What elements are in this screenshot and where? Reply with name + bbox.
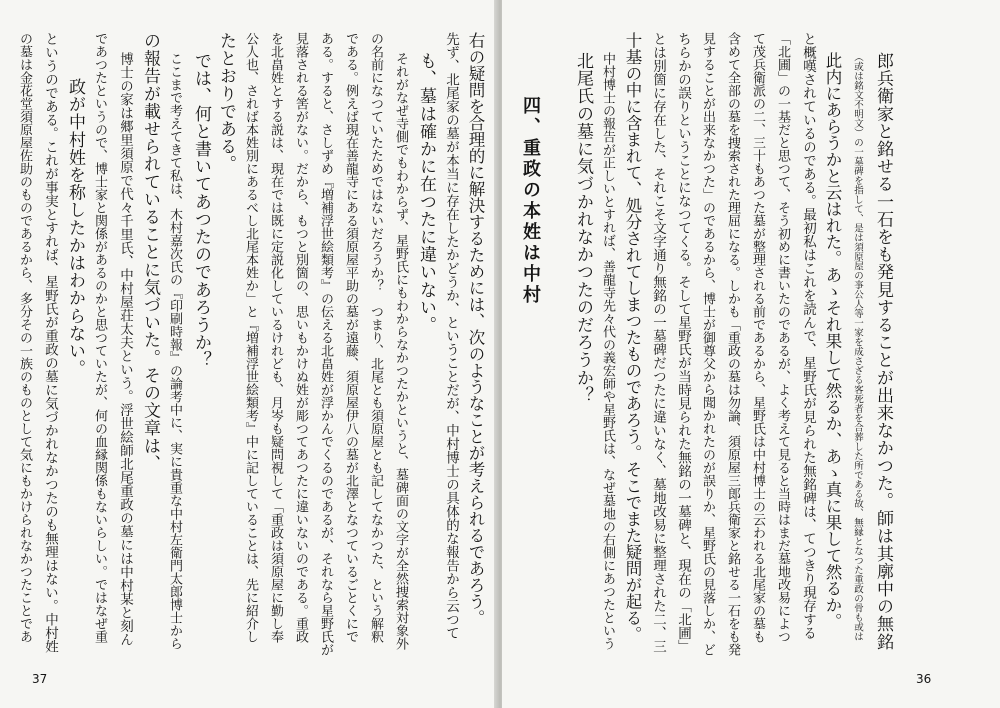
text-column: 此内にあらうかと云はれた。あゝそれ果して然るか、あゝ真に果して然るか。 xyxy=(823,52,842,630)
text-column: て茂兵衛派の二、三十もあつた墓が整理される前であるから、星野氏は中村博士の云われる北尾家の墓も xyxy=(750,32,765,643)
page-37 xyxy=(0,0,498,708)
page-number: 37 xyxy=(32,672,48,686)
text-column: 見落される筈がない。だから、もつと別箇の、思いもかけぬ姓が彫つてあつたに違いないのである。重政 xyxy=(293,32,308,643)
text-column: であつたというので、博士家と関係があるのかと思つていたが、何の血縁関係もないらしい。ではなぜ重 xyxy=(92,32,107,643)
text-column: たとおりである。 xyxy=(216,32,236,173)
text-column: を北畠姓とする説は、現在では既に定説化しているけれども、月岑も疑問視して「重政は須原屋に勤し奉 xyxy=(268,32,283,643)
text-column: では、何と書いてあつたのであろうか？ xyxy=(191,52,211,369)
text-column: の報告が載せられていることに気づいた。その文章は、 xyxy=(140,32,160,472)
text-column: の墓は金花堂須原屋佐助のものであるから、多分その一族のものとして気にもかけられなかつたことであ xyxy=(17,32,32,643)
text-column: 北尾氏の墓に気づかれなかつたのだろうか？ xyxy=(573,52,593,404)
text-column: とは別箇に存在した、それこそ文字通り無銘の一墓碑だつたに違いなく、墓地改易に整理された二、三 xyxy=(650,32,666,653)
text-column: ある。すると、さしずめ『増補浮世絵類考』の伝える北畠姓が浮かんでくるのであるが、それなら星野氏が xyxy=(318,32,333,656)
section-heading: 四、重政の本姓は中村 xyxy=(520,96,541,306)
text-column: 政が中村姓を称したかはわからない。 xyxy=(65,78,85,378)
text-column: 博士の家は郷里須原で代々千里氏、中村屋荘太夫という。浮世絵師北尾重政の墓には中村某と刻ん xyxy=(117,52,133,646)
text-column: というのである。これが事実とすれば、星野氏が重政の墓に気づかれなかつたのも無理はない。中村姓 xyxy=(42,32,58,653)
text-column: 右の疑問を合理的に解決するためには、次のようなことが考えられるであろう。 xyxy=(466,32,485,626)
text-column: 含めて全部の墓を捜索された理屈になる。しかも「重政の墓は勿論、須原屋三郎兵衛家と銘せる一石をも発 xyxy=(725,32,740,656)
text-column: 中村博士の報告が正しいとすれば、善龍寺先々代の義宏師や星野氏は、なぜ墓地の右側にあつたという xyxy=(600,52,615,650)
text-column: 十基の中に含まれて、処分されてしまつたものであろう。そこでまた疑問が起る。 xyxy=(623,32,642,643)
page-number: 36 xyxy=(916,672,932,686)
text-column: 公人也、されば本姓別にあるべし北尾本姓か」と『増補浮世絵類考』中に記していることは、先に紹介し xyxy=(243,32,258,643)
text-column: 「北圃」の一基だと思つて、そう初めに書いたのであるが、よく考えて見ると当時はまだ墓地改易によつ xyxy=(775,32,790,643)
text-column: ここまで考えてきて私は、木村嘉次氏の『印刷時報』の論考中に、実に貴重な中村左衛門太郎博士から xyxy=(167,52,182,650)
text-column: ちらかの誤りということになつてくる。そして星野氏が当時見られた無銘の一墓碑と、現在の「北圃」 xyxy=(675,32,691,653)
text-column: それがなぜ寺側でもわからず、星野氏にもわからなかつたかというと、墓碑面の文字が全然捜索対象外 xyxy=(393,52,408,650)
text-column: である。例えば現在善龍寺にある須原屋平助の墓が遠藤、須原屋伊八の墓が北澤となつているごとくにで xyxy=(343,32,358,643)
text-column: 先ず、北尾家の墓が本当に存在したかどうか、ということだが、中村博士の具体的な報告から云つて xyxy=(443,32,459,640)
text-column: の名前になつていたためではないだろうか？ つまり、北尾とも須原屋とも記してなかつた、という解釈 xyxy=(368,32,383,643)
page-36 xyxy=(502,0,1000,708)
text-column: （或は銘文不明文）の一墓碑を指して、是は須原屋の亊公人等一家を成さざる客死者を合葬した所である故、無縁となつた重政の骨も或は xyxy=(852,52,863,641)
text-column: 郎兵衛家と銘せる一石をも発見することが出来なかつた。師は其廓中の無銘 xyxy=(873,52,893,651)
text-column: 見することが出来なかつた」のであるから、博士が御尊父から聞かれたのが誤りか、星野氏の見落しか、ど xyxy=(700,32,715,656)
text-column: も、墓は確かに在つたに違いない。 xyxy=(416,52,436,334)
text-column: と概嘆されているのである。最初私はこれを読んで、星野氏が見られた無銘碑は、てつきり現存する xyxy=(800,32,816,640)
